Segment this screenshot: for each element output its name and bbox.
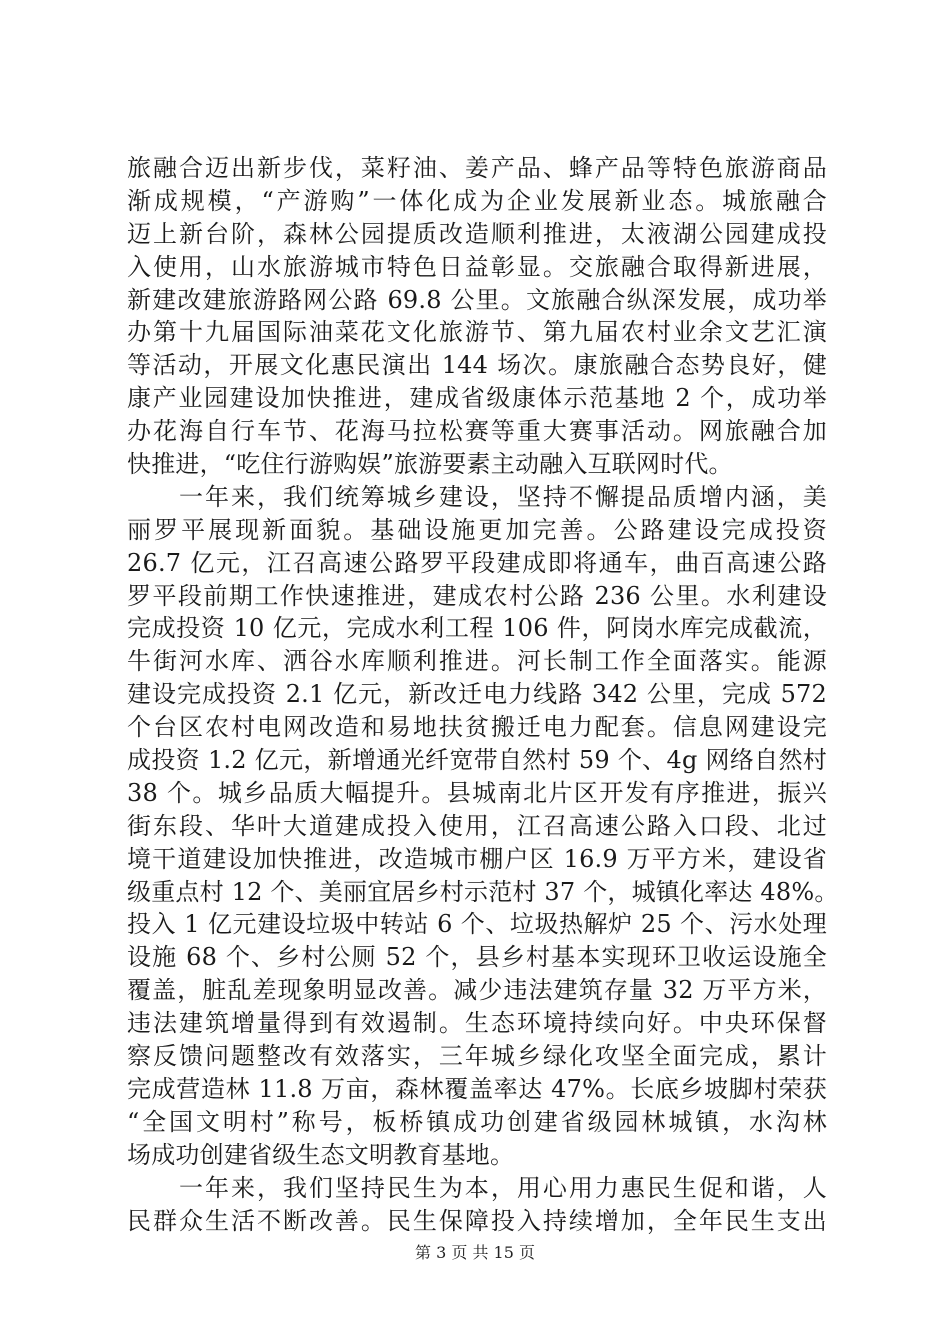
text-line: 一年来，我们坚持民生为本，用心用力惠民生促和谐，人 (127, 1173, 827, 1202)
text-line: 建设完成投资 2.1 亿元，新改迁电力线路 342 公里，完成 572 (127, 680, 827, 709)
text-line: 罗平段前期工作快速推进，建成农村公路 236 公里。水利建设 (127, 581, 827, 610)
text-line: 察反馈问题整改有效落实，三年城乡绿化攻坚全面完成，累计 (127, 1042, 827, 1071)
text-line: 覆盖，脏乱差现象明显改善。减少违法建筑存量 32 万平方米， (127, 976, 827, 1005)
text-line: 民群众生活不断改善。民生保障投入持续增加，全年民生支出 (127, 1206, 827, 1235)
text-line: 违法建筑增量得到有效遏制。生态环境持续向好。中央环保督 (127, 1009, 827, 1038)
text-line: 26.7 亿元，江召高速公路罗平段建成即将通车，曲百高速公路 (127, 548, 827, 577)
text-line: 投入 1 亿元建设垃圾中转站 6 个、垃圾热解炉 25 个、污水处理 (127, 910, 827, 939)
text-line: 康产业园建设加快推进，建成省级康体示范基地 2 个，成功举 (127, 384, 827, 413)
text-line: 办花海自行车节、花海马拉松赛等重大赛事活动。网旅融合加 (127, 417, 827, 446)
text-line: 办第十九届国际油菜花文化旅游节、第九届农村业余文艺汇演 (127, 318, 827, 347)
text-line: 完成投资 10 亿元，完成水利工程 106 件，阿岗水库完成截流， (127, 614, 827, 643)
text-line: 入使用，山水旅游城市特色日益彰显。交旅融合取得新进展， (127, 252, 827, 281)
text-line: 街东段、华叶大道建成投入使用，江召高速公路入口段、北过 (127, 811, 827, 840)
text-line: 级重点村 12 个、美丽宜居乡村示范村 37 个，城镇化率达 48%。 (127, 877, 839, 906)
text-line: 境干道建设加快推进，改造城市棚户区 16.9 万平方米，建设省 (127, 844, 827, 873)
text-line: 牛街河水库、洒谷水库顺利推进。河长制工作全面落实。能源 (127, 647, 827, 676)
paragraph (127, 152, 827, 481)
page-footer: 第 3 页 共 15 页 (415, 1243, 535, 1262)
text-line: 丽罗平展现新面貌。基础设施更加完善。公路建设完成投资 (127, 515, 827, 544)
text-line: 等活动，开展文化惠民演出 144 场次。康旅融合态势良好，健 (127, 351, 827, 380)
text-line: 迈上新台阶，森林公园提质改造顺利推进，太液湖公园建成投 (127, 219, 827, 248)
text-line: 成投资 1.2 亿元，新增通光纤宽带自然村 59 个、4g 网络自然村 (127, 746, 827, 775)
paragraph (127, 1172, 827, 1238)
text-line: 渐成规模，“产游购”一体化成为企业发展新业态。城旅融合 (127, 186, 827, 215)
text-line: 完成营造林 11.8 万亩，森林覆盖率达 47%。长底乡坡脚村荣获 (127, 1074, 827, 1103)
text-line: 38 个。城乡品质大幅提升。县城南北片区开发有序推进，振兴 (127, 778, 827, 807)
text-line: 一年来，我们统筹城乡建设，坚持不懈提品质增内涵，美 (127, 482, 827, 511)
text-line: “全国文明村”称号，板桥镇成功创建省级园林城镇，水沟林 (127, 1107, 827, 1136)
body-text (127, 152, 839, 1237)
text-line: 新建改建旅游路网公路 69.8 公里。文旅融合纵深发展，成功举 (127, 285, 827, 314)
text-line: 场成功创建省级生态文明教育基地。 (127, 1140, 515, 1169)
paragraph (127, 481, 839, 1172)
text-line: 旅融合迈出新步伐，菜籽油、姜产品、蜂产品等特色旅游商品 (127, 154, 827, 182)
text-line: 设施 68 个、乡村公厕 52 个，县乡村基本实现环卫收运设施全 (127, 943, 827, 972)
text-line: 快推进，“吃住行游购娱”旅游要素主动融入互联网时代。 (127, 450, 733, 479)
text-line: 个台区农村电网改造和易地扶贫搬迁电力配套。信息网建设完 (127, 713, 827, 742)
